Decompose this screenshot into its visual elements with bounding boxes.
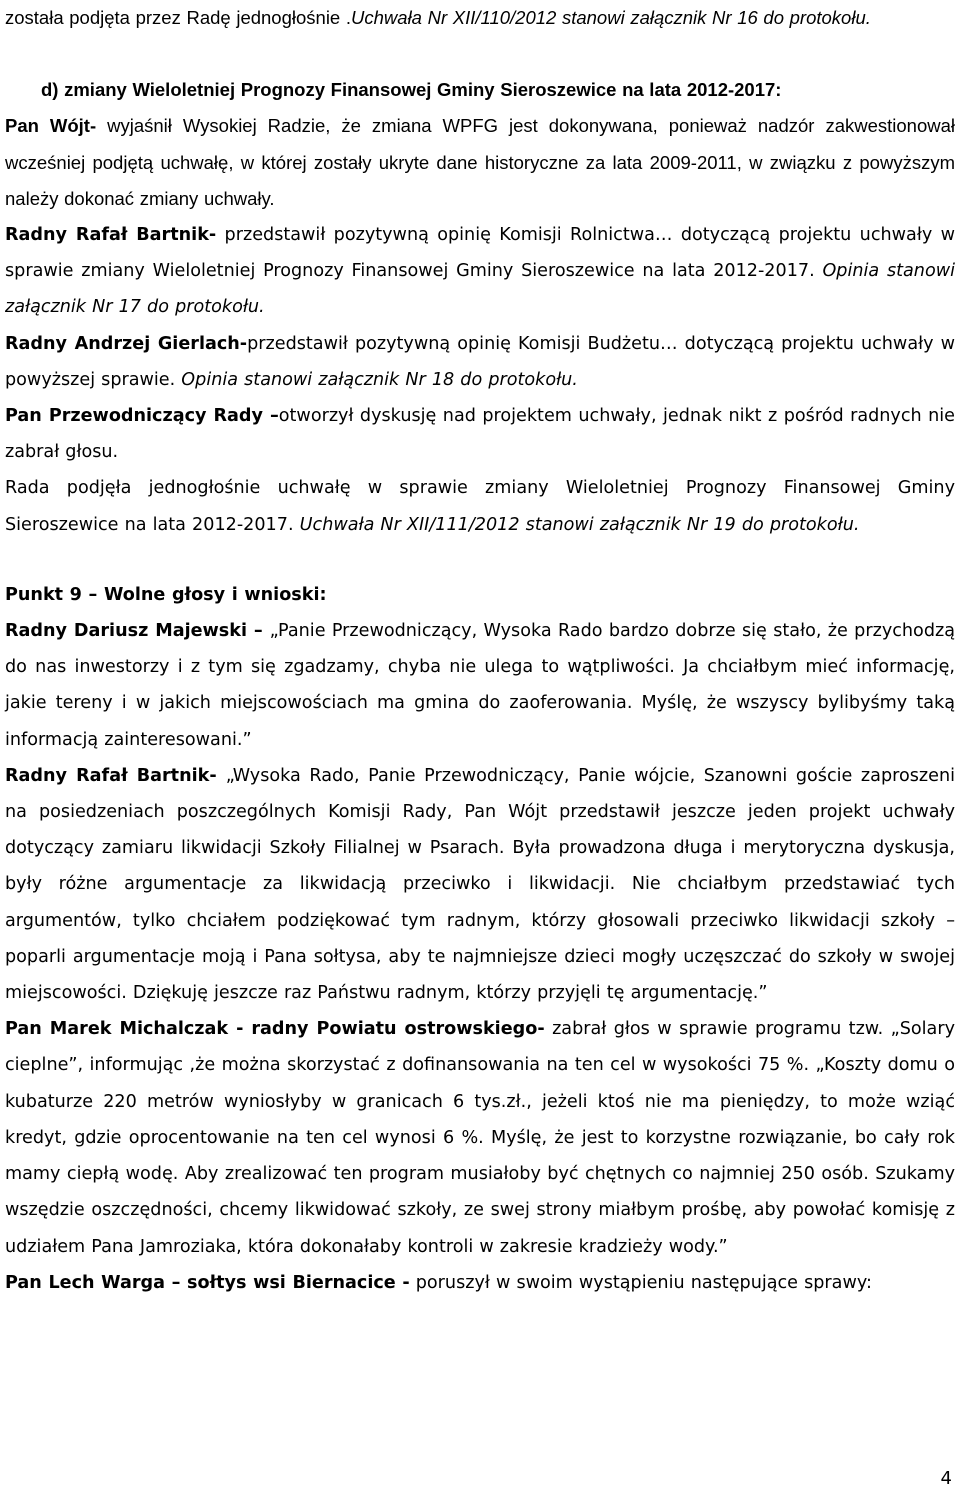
text-top-italic: Uchwała Nr XII/110/2012 stanowi załącznik Nr 16 do protokołu. — [351, 7, 871, 28]
text-bartnik-speech: „Wysoka Rado, Panie Przewodniczący, Panie wójcie, Szanowni goście zaproszeni na posiedzeniach poszczególnych Komisji Rady, Pan Wójt przedstawił jeszcze jeden projekt uchwały dotyczący zamiaru likwidacji Szkoły Filialnej w Psarach. Była prowadzona długa i merytoryczna dyskusja, były różne argumentacje za likwidacją przeciwko i likwidacji. Nie chciałbym przedstawiać tych argumentów, tylko chciałem podziękować tym radnym, którzy głosowali przeciwko likwidacji szkoły – poparli argumentacje moją i Pana sołtysa, aby te najmniejsze dzieci mogły uczęszczać do szkoły w swojej miejscowości. Dziękuję jeszcze raz Państwu radnym, którzy przyjęli tę argumentację.” — [5, 765, 955, 1004]
text-majewski: „Panie Przewodniczący, Wysoka Rado bardzo dobrze się stało, że przychodzą do nas inwestorzy i z tym się zgadzamy, chyba nie ulega to wątpliwości. Ja chciałbym mieć informację, jakie tereny i w jakich miejscowościach ma gmina do zaoferowania. Myślę, że wszyscy bylibyśmy taką informacją zainteresowani.” — [5, 621, 956, 750]
text-warga: poruszył w swoim wystąpieniu następujące sprawy: — [409, 1272, 872, 1293]
text-gierlach-attachment: Opinia stanowi załącznik Nr 18 do protokołu. — [175, 369, 578, 390]
text-bartnik-attachment: Opinia stanowi załącznik Nr 17 do protokołu. — [5, 261, 955, 318]
text-rada: Rada podjęła jednogłośnie uchwałę w sprawie zmiany Wieloletniej Prognozy Finansowej Gminy Sieroszewice na lata 2012-2017. — [5, 478, 955, 535]
speaker-bartnik-2: Radny Rafał Bartnik- — [5, 765, 226, 786]
speaker-wojt: Pan Wójt- — [5, 115, 97, 137]
document-page — [5, 0, 955, 1301]
paragraph-bartnik-opinion — [5, 217, 955, 326]
speaker-gierlach: Radny Andrzej Gierlach- — [5, 333, 248, 354]
text-michalczak: zabrał głos w sprawie programu tzw. „Solary cieplne”, informując ,że można skorzystać z dofinansowania na ten cel w wysokości 75 %. „Koszty domu o kubaturze 220 metrów wyniosłyby w granicach 6 tys.zł., jeżeli ktoś nie ma pieniędzy, to może wziąć kredyt, gdzie oprocentowanie na ten cel wynosi 6 %. Myślę, że jest to korzystne rozwiązanie, bo cały rok mamy ciepłą wodę. Aby zrealizować ten program musiałoby być chętnych co najmniej 250 osób. Szukamy wszędzie oszczędności, chcemy likwidować szkoły, ze swej strony miałbym prośbę, aby powołać komisję z udziałem Pana Jamroziaka, która dokonałaby kontroli w zakresie kradzieży wody.” — [5, 1019, 955, 1257]
speaker-majewski: Radny Dariusz Majewski – — [5, 621, 270, 642]
paragraph-majewski — [5, 613, 955, 758]
page-number: 4 — [940, 1468, 952, 1489]
paragraph-rada — [5, 470, 955, 542]
text-wojt: wyjaśnił Wysokiej Radzie, że zmiana WPFG jest dokonywana, ponieważ nadzór zakwestionował wcześniej podjętą uchwałę, w której zostały ukryte dane historyczne za lata 2009-2011, w związku z powyższym należy dokonać zmiany uchwały. — [5, 115, 956, 209]
punkt9-heading: Punkt 9 – Wolne głosy i wnioski: — [5, 584, 327, 605]
speaker-przewodniczacy: Pan Przewodniczący Rady — [5, 406, 270, 427]
speaker-michalczak: Pan Marek Michalczak - radny Powiatu ostrowskiego- — [5, 1019, 545, 1040]
speaker-warga: Pan Lech Warga – sołtys wsi Biernacice - — [5, 1272, 410, 1293]
text-rada-resolution: Uchwała Nr XII/111/2012 stanowi załącznik Nr 19 do protokołu. — [293, 514, 860, 535]
paragraph-przewodniczacy — [5, 398, 955, 470]
spacer — [5, 36, 955, 72]
paragraph-wojt — [5, 108, 955, 217]
section-d-heading: d) zmiany Wieloletniej Prognozy Finansowej Gminy Sieroszewice na lata 2012-2017: — [41, 79, 782, 101]
speaker-bartnik: Radny Rafał Bartnik- — [5, 225, 217, 246]
text-gierlach: przedstawił pozytywną opinię Komisji Budżetu… dotyczącą projektu uchwały w powyższej sprawie. — [5, 333, 955, 390]
paragraph-michalczak — [5, 1011, 955, 1264]
paragraph-gierlach — [5, 326, 955, 398]
text-top-plain: została podjęta przez Radę jednogłośnie . — [5, 7, 352, 28]
paragraph-top — [5, 0, 955, 36]
spacer — [5, 543, 955, 577]
text-bartnik-opinion: przedstawił pozytywną opinię Komisji Rolnictwa… dotyczącą projektu uchwały w sprawie zmiany Wieloletniej Prognozy Finansowej Gminy Sieroszewice na lata 2012-2017. — [5, 225, 955, 282]
paragraph-bartnik-speech — [5, 758, 955, 1011]
dash: – — [269, 406, 279, 427]
paragraph-warga — [5, 1265, 955, 1301]
text-przewodniczacy: otworzył dyskusję nad projektem uchwały, jednak nikt z pośród radnych nie zabrał głosu. — [5, 406, 955, 463]
